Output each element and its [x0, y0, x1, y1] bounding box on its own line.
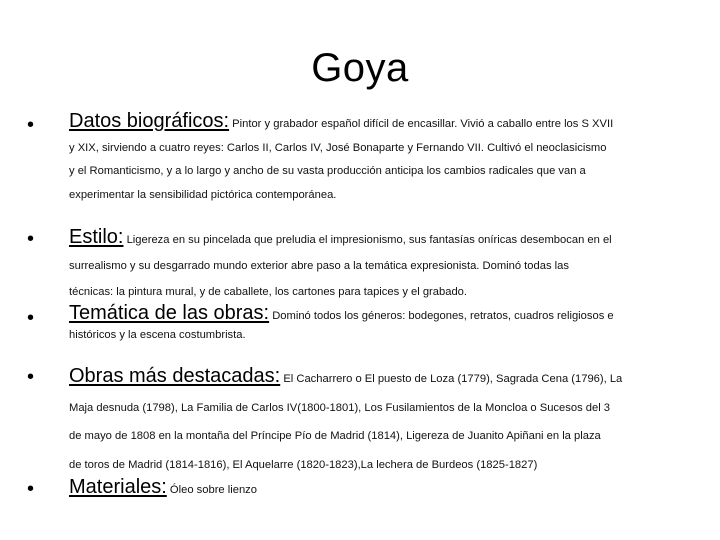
section-line: históricos y la escena costumbrista. — [69, 329, 246, 341]
slide-title-text: Goya — [311, 46, 409, 90]
section-line: de mayo de 1808 en la montaña del Príncipe Pío de Madrid (1814), Ligereza de Juanito Apiñani en la plaza — [69, 430, 601, 442]
section-heading: Obras más destacadas: — [69, 365, 281, 387]
section-line: técnicas: la pintura mural, y de caballete, los cartones para tapices y el grabado. — [69, 286, 467, 298]
section-line: Óleo sobre lienzo — [166, 484, 257, 496]
section-line: y XIX, sirviendo a cuatro reyes: Carlos II, Carlos IV, José Bonaparte y Fernando VII. Cultivó el neoclasicismo — [69, 141, 607, 154]
bullet-line — [69, 362, 679, 394]
bullet-estilo-text — [69, 224, 679, 305]
bullet-dot-icon: • — [27, 366, 35, 388]
section-line: Pintor y grabador español difícil de encasillar. Vivió a caballo entre los S XVII — [229, 118, 614, 130]
bullet-line — [69, 474, 679, 503]
bullet-tematica-text — [69, 304, 679, 345]
bullet-line — [69, 224, 679, 253]
section-heading: Estilo: — [69, 226, 124, 248]
section-line: Ligereza en su pincelada que preludia el impresionismo, sus fantasías oníricas desembocan en el — [123, 234, 612, 246]
bullet-dot-icon: • — [27, 114, 35, 136]
section-heading: Materiales: — [69, 476, 167, 498]
bullet-datos-text — [69, 110, 679, 207]
section-line: Dominó todos los géneros: bodegones, retratos, cuadros religiosos e — [269, 310, 614, 322]
section-line: experimentar la sensibilidad pictórica contemporánea. — [69, 188, 337, 201]
bullet-dot-icon: • — [27, 307, 35, 329]
bullet-line — [69, 110, 679, 137]
section-line: y el Romanticismo, y a lo largo y ancho de su vasta producción anticipa los cambios radicales que van a — [69, 165, 586, 177]
bullet-dot-icon: • — [27, 478, 35, 500]
section-line: Maja desnuda (1798), La Familia de Carlos IV(1800-1801), Los Fusilamientos de la Moncloa o Sucesos del 3 — [69, 401, 611, 414]
section-heading: Datos biográficos: — [69, 110, 230, 132]
section-heading: Temática de las obras: — [69, 302, 270, 324]
section-line: El Cacharrero o El puesto de Loza (1779), Sagrada Cena (1796), La — [280, 373, 623, 385]
section-line: de toros de Madrid (1814-1816), El Aquelarre (1820-1823),La lechera de Burdeos (1825-1827) — [69, 458, 538, 471]
bullet-obras-text — [69, 362, 679, 479]
bullet-dot-icon: • — [27, 228, 35, 250]
bullet-line — [69, 304, 679, 326]
section-line: surrealismo y su desgarrado mundo exterior abre paso a la temática expresionista. Dominó todas las — [69, 260, 569, 272]
slide-title — [0, 44, 720, 92]
bullet-materiales-text — [69, 474, 679, 503]
